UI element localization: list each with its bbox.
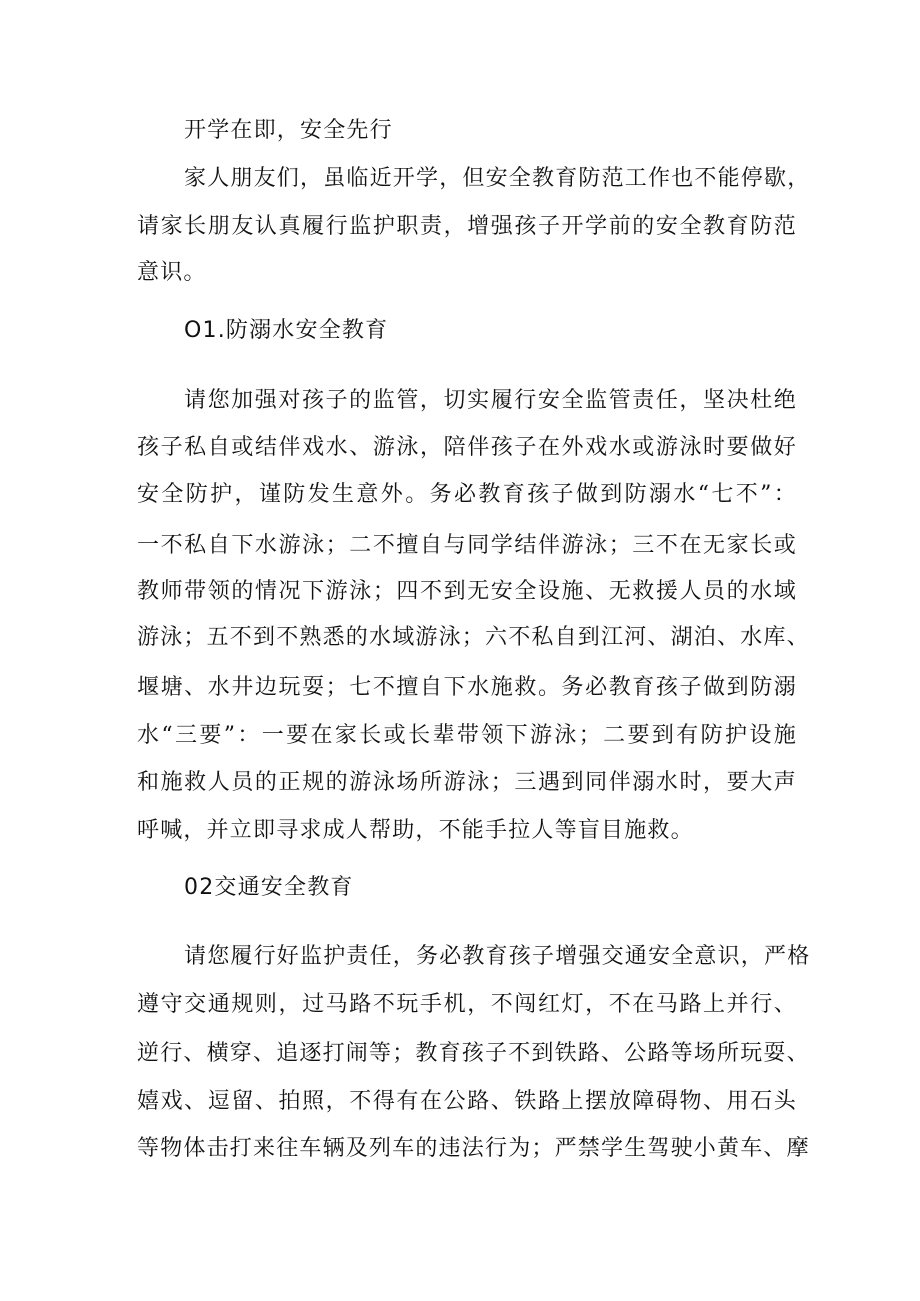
- section1-line-7: 堰塘、水井边玩耍；七不擅自下水施救。务必教育孩子做到防溺: [137, 675, 797, 700]
- section2-line-4: 嬉戏、逗留、拍照，不得有在公路、铁路上摆放障碍物、用石头: [137, 1089, 797, 1114]
- intro-line-3: 意识。: [137, 260, 207, 285]
- section1-line-6: 游泳；五不到不熟悉的水域游泳；六不私自到江河、湖泊、水库、: [137, 625, 810, 650]
- section1-line-2: 孩子私自或结伴戏水、游泳，陪伴孩子在外戏水或游泳时要做好: [137, 435, 797, 460]
- intro-line-1: 家人朋友们，虽临近开学，但安全教育防范工作也不能停歇，: [184, 166, 811, 191]
- section1-line-8: 水“三要”：一要在家长或长辈带领下游泳；二要到有防护设施: [137, 723, 797, 748]
- intro-line-2: 请家长朋友认真履行监护职责，增强孩子开学前的安全教育防范: [137, 214, 797, 239]
- section1-line-5: 教师带领的情况下游泳；四不到无安全设施、无救援人员的水域: [137, 579, 797, 604]
- section1-line-9: 和施救人员的正规的游泳场所游泳；三遇到同伴溺水时，要大声: [137, 770, 797, 795]
- section1-line-1: 请您加强对孩子的监管，切实履行安全监管责任，坚决杜绝: [184, 388, 797, 413]
- section2-heading: 02交通安全教育: [184, 875, 354, 900]
- section1-line-3: 安全防护，谨防发生意外。务必教育孩子做到防溺水“七不”：: [137, 482, 797, 507]
- section2-line-3: 逆行、横穿、追逐打闹等；教育孩子不到铁路、公路等场所玩耍、: [137, 1041, 810, 1066]
- section2-line-5: 等物体击打来往车辆及列车的违法行为；严禁学生驾驶小黄车、摩: [137, 1136, 810, 1161]
- section2-line-1: 请您履行好监护责任，务必教育孩子增强交通安全意识，严格: [184, 944, 811, 969]
- section1-line-10: 呼喊，并立即寻求成人帮助，不能手拉人等盲目施救。: [137, 818, 694, 843]
- section1-heading: O1.防溺水安全教育: [184, 318, 389, 343]
- section1-line-4: 一不私自下水游泳；二不擅自与同学结伴游泳；三不在无家长或: [137, 533, 797, 558]
- document-title: 开学在即，安全先行: [184, 118, 393, 143]
- section2-line-2: 遵守交通规则，过马路不玩手机，不闯红灯，不在马路上并行、: [137, 992, 797, 1017]
